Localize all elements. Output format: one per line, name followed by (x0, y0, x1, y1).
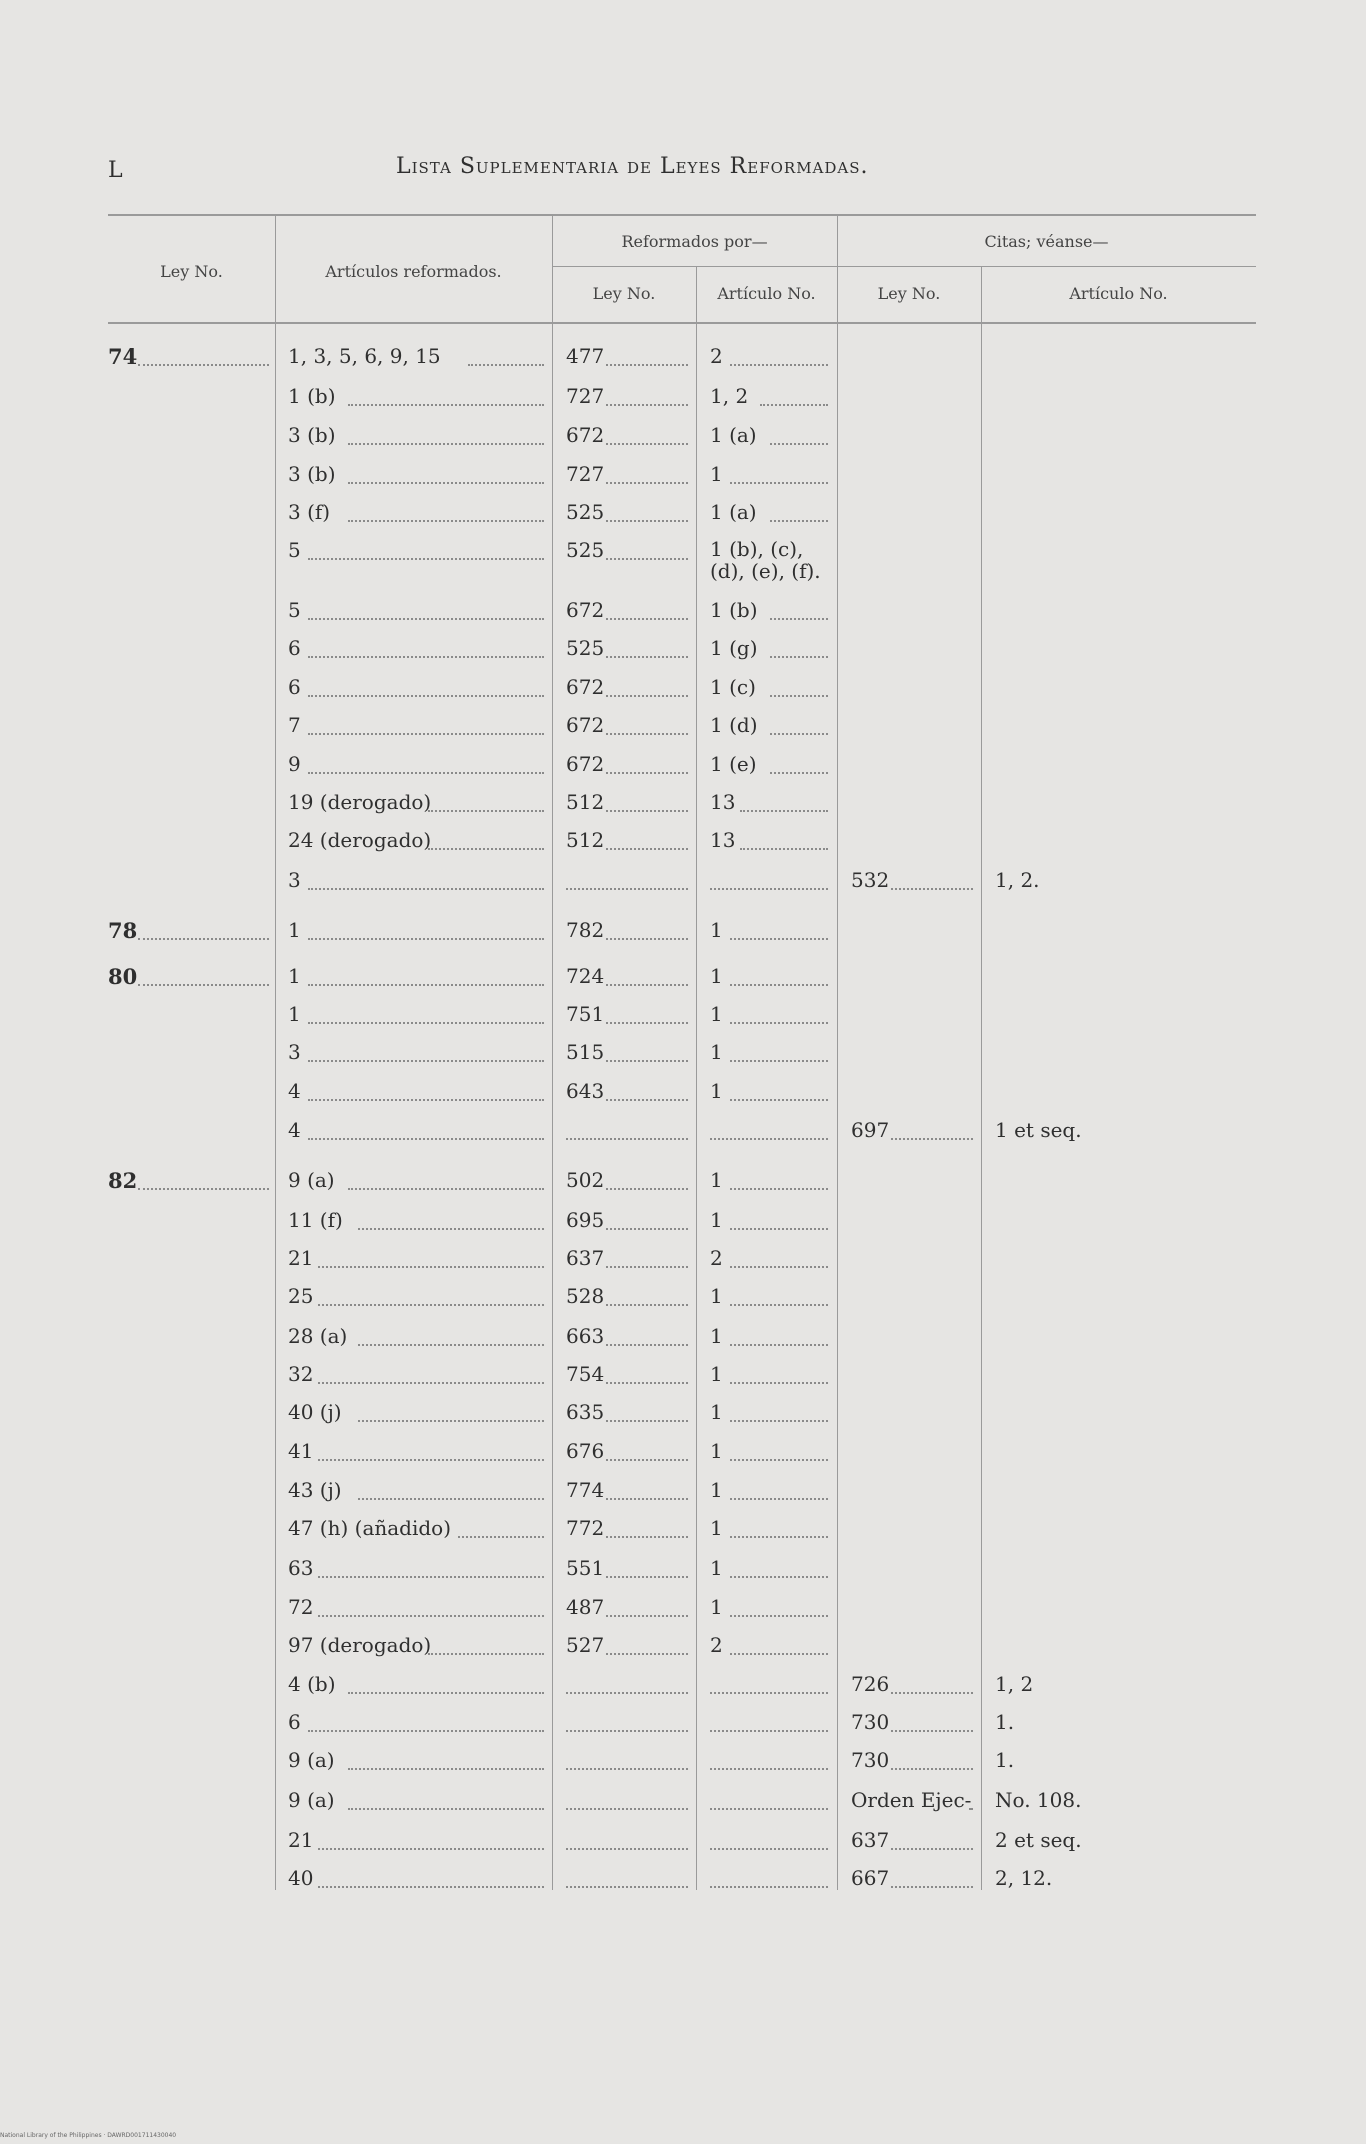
cell-art: 32 (288, 1362, 314, 1386)
leader-dots (891, 888, 973, 890)
column-divider (837, 216, 838, 1890)
cell-art: 21 (288, 1246, 314, 1270)
cell-rart: 1 (710, 1439, 723, 1463)
leader-dots (308, 772, 544, 774)
leader-dots (606, 772, 688, 774)
cell-art: 3 (b) (288, 423, 336, 447)
leader-dots (606, 482, 688, 484)
leader-dots (318, 1304, 544, 1306)
leader-dots (770, 733, 828, 735)
leader-dots (308, 1730, 544, 1732)
leader-dots (606, 848, 688, 850)
cell-ley: 80 (108, 964, 138, 989)
cell-rley: 672 (566, 752, 605, 776)
leader-dots (969, 1808, 973, 1810)
leader-dots (428, 848, 544, 850)
header-ref-ley: Ley No. (592, 284, 656, 303)
cell-rart: 1 (710, 1208, 723, 1232)
leader-dots (730, 1653, 828, 1655)
leader-dots (308, 656, 544, 658)
leader-dots (710, 1886, 828, 1888)
cell-rart: 1 (710, 1478, 723, 1502)
cell-art: 5 (288, 538, 301, 562)
header-ley-no: Ley No. (160, 262, 223, 281)
cell-rart: 1 (710, 1362, 723, 1386)
leader-dots (606, 656, 688, 658)
leader-dots (710, 1730, 828, 1732)
cell-rley: 528 (566, 1284, 605, 1308)
cell-art: 1 (288, 964, 301, 988)
cell-rart: 13 (710, 828, 736, 852)
cell-art: 72 (288, 1595, 314, 1619)
leader-dots (730, 984, 828, 986)
page-letter: L (108, 158, 124, 183)
cell-art: 1, 3, 5, 6, 9, 15 (288, 344, 441, 368)
leader-dots (606, 1615, 688, 1617)
leader-dots (318, 1266, 544, 1268)
cell-rley: 663 (566, 1324, 605, 1348)
cell-art: 3 (288, 868, 301, 892)
leader-dots (358, 1498, 544, 1500)
cell-cart: 1. (995, 1748, 1015, 1772)
leader-dots (740, 810, 828, 812)
leader-dots (566, 1848, 688, 1850)
cell-rart: 1 (710, 1284, 723, 1308)
leader-dots (566, 888, 688, 890)
cell-cart: 1. (995, 1710, 1015, 1734)
cell-rart: 1 (710, 1002, 723, 1026)
cell-art: 47 (h) (añadido) (288, 1516, 452, 1540)
cell-rley: 512 (566, 790, 605, 814)
leader-dots (318, 1886, 544, 1888)
leader-dots (606, 1022, 688, 1024)
cell-art: 4 (b) (288, 1672, 336, 1696)
reformados-subrule (552, 266, 837, 267)
cell-art: 43 (j) (288, 1478, 342, 1502)
leader-dots (428, 810, 544, 812)
cell-rley: 477 (566, 344, 605, 368)
leader-dots (308, 733, 544, 735)
cell-ley: 82 (108, 1168, 138, 1193)
leader-dots (348, 404, 544, 406)
cell-cley: 726 (851, 1672, 890, 1696)
leader-dots (308, 1060, 544, 1062)
leader-dots (606, 1099, 688, 1101)
leader-dots (710, 1808, 828, 1810)
cell-art: 21 (288, 1828, 314, 1852)
cell-rart: 1 (710, 1079, 723, 1103)
leader-dots (606, 443, 688, 445)
leader-dots (318, 1615, 544, 1617)
column-divider (275, 216, 276, 1890)
cell-rart: 1 (g) (710, 636, 758, 660)
cell-art: 28 (a) (288, 1324, 348, 1348)
cell-art: 40 (j) (288, 1400, 342, 1424)
cell-cley: 730 (851, 1710, 890, 1734)
cell-art: 1 (288, 918, 301, 942)
leader-dots (566, 1808, 688, 1810)
cell-art: 6 (288, 636, 301, 660)
cell-rart: 1 (d) (710, 713, 758, 737)
leader-dots (606, 1498, 688, 1500)
cell-cart: 1, 2 (995, 1672, 1034, 1696)
leader-dots (891, 1692, 973, 1694)
leader-dots (606, 1576, 688, 1578)
leader-dots (468, 364, 544, 366)
leader-dots (730, 1459, 828, 1461)
leader-dots (730, 1228, 828, 1230)
cell-rley: 724 (566, 964, 605, 988)
leader-dots (770, 443, 828, 445)
header-cit-ley: Ley No. (877, 284, 941, 303)
leader-dots (710, 1848, 828, 1850)
cell-rley: 751 (566, 1002, 605, 1026)
cell-rart: 1 (710, 1400, 723, 1424)
leader-dots (770, 772, 828, 774)
leader-dots (606, 618, 688, 620)
cell-rley: 525 (566, 500, 605, 524)
leader-dots (308, 558, 544, 560)
leader-dots (770, 520, 828, 522)
leader-dots (138, 364, 269, 366)
cell-rley: 727 (566, 384, 605, 408)
leader-dots (606, 733, 688, 735)
page-title: Lista Suplementaria de Leyes Reformadas. (396, 154, 869, 179)
cell-rart: 1 (e) (710, 752, 757, 776)
cell-rart: 1 (710, 462, 723, 486)
cell-rart: 1 (a) (710, 423, 757, 447)
leader-dots (730, 1022, 828, 1024)
leader-dots (891, 1768, 973, 1770)
leader-dots (760, 404, 828, 406)
leader-dots (308, 1099, 544, 1101)
cell-art: 4 (288, 1118, 301, 1142)
cell-rley: 782 (566, 918, 605, 942)
cell-rley: 637 (566, 1246, 605, 1270)
leader-dots (606, 520, 688, 522)
cell-art: 63 (288, 1556, 314, 1580)
cell-rley: 525 (566, 636, 605, 660)
cell-cley: Orden Ejec- (851, 1788, 972, 1812)
cell-art: 3 (288, 1040, 301, 1064)
cell-art: 25 (288, 1284, 314, 1308)
header-cit-articulo: Artículo No. (1069, 284, 1168, 303)
leader-dots (710, 1138, 828, 1140)
leader-dots (730, 1576, 828, 1578)
cell-art: 3 (f) (288, 500, 331, 524)
cell-rart: 2 (710, 344, 723, 368)
leader-dots (606, 1382, 688, 1384)
cell-rley: 672 (566, 675, 605, 699)
leader-dots (606, 1188, 688, 1190)
citas-subrule (837, 266, 1256, 267)
cell-art: 6 (288, 1710, 301, 1734)
cell-cart: 1 et seq. (995, 1118, 1082, 1142)
cell-cley: 637 (851, 1828, 890, 1852)
cell-cart: No. 108. (995, 1788, 1082, 1812)
leader-dots (730, 1344, 828, 1346)
leader-dots (308, 618, 544, 620)
cell-art: 9 (a) (288, 1168, 335, 1192)
leader-dots (308, 1022, 544, 1024)
leader-dots (318, 1382, 544, 1384)
cell-cley: 532 (851, 868, 890, 892)
cell-rart: 2 (710, 1246, 723, 1270)
leader-dots (358, 1420, 544, 1422)
leader-dots (348, 1808, 544, 1810)
leader-dots (606, 364, 688, 366)
column-divider (981, 266, 982, 1890)
cell-rart: 1 (710, 1168, 723, 1192)
cell-cley: 697 (851, 1118, 890, 1142)
leader-dots (606, 1344, 688, 1346)
cell-rart: 1 (710, 1595, 723, 1619)
leader-dots (566, 1730, 688, 1732)
leader-dots (730, 1536, 828, 1538)
cell-art: 3 (b) (288, 462, 336, 486)
cell-rart: 1 (b), (c), (d), (e), (f). (710, 537, 821, 583)
cell-cart: 1, 2. (995, 868, 1040, 892)
cell-rley: 525 (566, 538, 605, 562)
leader-dots (710, 888, 828, 890)
cell-rley: 754 (566, 1362, 605, 1386)
leader-dots (308, 1138, 544, 1140)
leader-dots (606, 984, 688, 986)
cell-rley: 672 (566, 423, 605, 447)
cell-rley: 635 (566, 1400, 605, 1424)
cell-rart: 1 (710, 964, 723, 988)
cell-rart: 1 (710, 918, 723, 942)
header-articulos: Artículos reformados. (325, 262, 502, 281)
leader-dots (770, 618, 828, 620)
leader-dots (770, 656, 828, 658)
leader-dots (606, 1536, 688, 1538)
cell-rley: 774 (566, 1478, 605, 1502)
column-divider (552, 216, 553, 1890)
leader-dots (458, 1536, 544, 1538)
leader-dots (891, 1848, 973, 1850)
footer-credit: National Library of the Philippines · DAWRD001711430040 (0, 2132, 177, 2139)
cell-art: 97 (derogado) (288, 1633, 432, 1657)
cell-rart: 1 (a) (710, 500, 757, 524)
leader-dots (891, 1138, 973, 1140)
leader-dots (710, 1768, 828, 1770)
leader-dots (566, 1886, 688, 1888)
header-citas: Citas; véanse— (984, 232, 1109, 251)
leader-dots (606, 1266, 688, 1268)
cell-rley: 727 (566, 462, 605, 486)
leader-dots (606, 1459, 688, 1461)
cell-rart: 13 (710, 790, 736, 814)
leader-dots (606, 1060, 688, 1062)
cell-rart: 1 (b) (710, 598, 758, 622)
cell-rley: 672 (566, 598, 605, 622)
cell-rley: 502 (566, 1168, 605, 1192)
leader-dots (566, 1768, 688, 1770)
cell-ley: 74 (108, 344, 138, 369)
cell-art: 4 (288, 1079, 301, 1103)
cell-cley: 667 (851, 1866, 890, 1890)
leader-dots (358, 1228, 544, 1230)
cell-art: 5 (288, 598, 301, 622)
leader-dots (730, 938, 828, 940)
leader-dots (606, 1420, 688, 1422)
leader-dots (891, 1886, 973, 1888)
cell-rart: 1, 2 (710, 384, 749, 408)
leader-dots (606, 558, 688, 560)
leader-dots (730, 1615, 828, 1617)
leader-dots (606, 1653, 688, 1655)
leader-dots (566, 1138, 688, 1140)
cell-rley: 551 (566, 1556, 605, 1580)
leader-dots (606, 404, 688, 406)
table-top-rule (108, 214, 1256, 216)
table-header-rule (108, 322, 1256, 324)
leader-dots (308, 938, 544, 940)
leader-dots (730, 1498, 828, 1500)
cell-art: 1 (b) (288, 384, 336, 408)
cell-rley: 676 (566, 1439, 605, 1463)
leader-dots (730, 1188, 828, 1190)
leader-dots (138, 938, 269, 940)
cell-cart: 2 et seq. (995, 1828, 1082, 1852)
column-divider (696, 266, 697, 1890)
leader-dots (348, 482, 544, 484)
cell-art: 40 (288, 1866, 314, 1890)
leader-dots (730, 1304, 828, 1306)
leader-dots (308, 984, 544, 986)
leader-dots (730, 364, 828, 366)
leader-dots (566, 1692, 688, 1694)
cell-art: 7 (288, 713, 301, 737)
cell-rley: 672 (566, 713, 605, 737)
leader-dots (740, 848, 828, 850)
cell-art: 24 (derogado) (288, 828, 432, 852)
cell-art: 1 (288, 1002, 301, 1026)
cell-rley: 772 (566, 1516, 605, 1540)
leader-dots (348, 1188, 544, 1190)
cell-rart: 1 (710, 1516, 723, 1540)
leader-dots (730, 1420, 828, 1422)
cell-art: 9 (288, 752, 301, 776)
cell-cart: 2, 12. (995, 1866, 1053, 1890)
cell-art: 19 (derogado) (288, 790, 432, 814)
leader-dots (606, 1304, 688, 1306)
cell-rley: 515 (566, 1040, 605, 1064)
leader-dots (348, 1768, 544, 1770)
header-ref-articulo: Artículo No. (717, 284, 816, 303)
cell-art: 11 (f) (288, 1208, 343, 1232)
cell-rart: 1 (710, 1324, 723, 1348)
cell-art: 9 (a) (288, 1788, 335, 1812)
leader-dots (138, 1188, 269, 1190)
leader-dots (358, 1344, 544, 1346)
leader-dots (770, 695, 828, 697)
cell-rley: 527 (566, 1633, 605, 1657)
header-reformados-por: Reformados por— (621, 232, 768, 251)
leader-dots (710, 1692, 828, 1694)
cell-rley: 512 (566, 828, 605, 852)
leader-dots (606, 810, 688, 812)
leader-dots (138, 984, 269, 986)
cell-rart: 1 (c) (710, 675, 756, 699)
cell-ley: 78 (108, 918, 138, 943)
leader-dots (730, 1060, 828, 1062)
leader-dots (308, 888, 544, 890)
cell-art: 41 (288, 1439, 314, 1463)
leader-dots (308, 695, 544, 697)
leader-dots (606, 1228, 688, 1230)
leader-dots (348, 443, 544, 445)
leader-dots (348, 1692, 544, 1694)
leader-dots (730, 1382, 828, 1384)
leader-dots (606, 695, 688, 697)
leader-dots (730, 1099, 828, 1101)
cell-rley: 695 (566, 1208, 605, 1232)
leader-dots (730, 482, 828, 484)
cell-rart: 1 (710, 1040, 723, 1064)
leader-dots (318, 1848, 544, 1850)
cell-rart: 1 (710, 1556, 723, 1580)
cell-art: 6 (288, 675, 301, 699)
cell-rley: 487 (566, 1595, 605, 1619)
cell-art: 9 (a) (288, 1748, 335, 1772)
leader-dots (730, 1266, 828, 1268)
leader-dots (318, 1576, 544, 1578)
leader-dots (348, 520, 544, 522)
leader-dots (891, 1730, 973, 1732)
cell-rley: 643 (566, 1079, 605, 1103)
cell-cley: 730 (851, 1748, 890, 1772)
leader-dots (606, 938, 688, 940)
cell-rart: 2 (710, 1633, 723, 1657)
leader-dots (428, 1653, 544, 1655)
leader-dots (318, 1459, 544, 1461)
